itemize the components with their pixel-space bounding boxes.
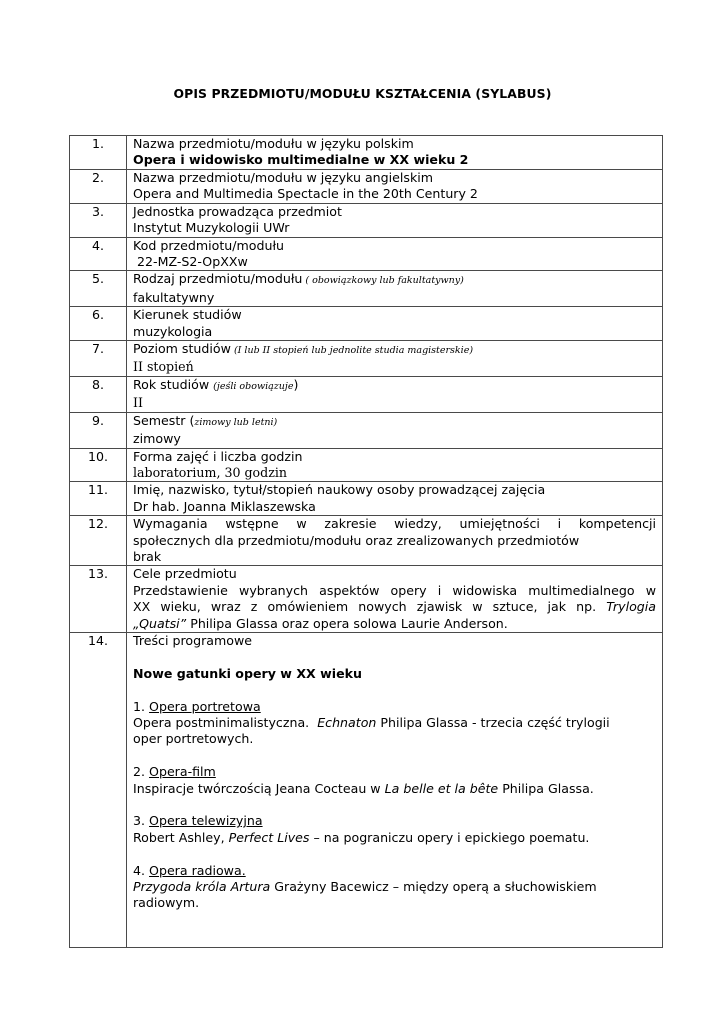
row-number: 7. [70, 341, 127, 377]
row-number: 2. [70, 170, 127, 204]
row-value: fakultatywny [133, 289, 215, 305]
row-label: Semestr ( [133, 412, 195, 428]
section-number: 1. [133, 698, 150, 714]
section-text-italic: Przygoda króla Artura [133, 878, 271, 894]
row-label: Nazwa przedmiotu/modułu w języku polskim [133, 136, 414, 151]
table-row [70, 448, 663, 482]
row-value: II stopień [133, 359, 194, 375]
row-number: 10. [70, 448, 127, 482]
row-number: 9. [70, 412, 127, 448]
row-content [127, 237, 663, 271]
row-content [127, 566, 663, 633]
row-value: Instytut Muzykologii UWr [133, 220, 290, 236]
row-content [127, 448, 663, 482]
row-value: laboratorium, 30 godzin [133, 464, 287, 480]
section-title: Opera radiowa. [149, 862, 246, 878]
row-label: Wymagania wstępne w zakresie wiedzy, umiejętności i kompetencji [133, 516, 656, 532]
row-content [127, 170, 663, 204]
row-text: XX wieku, wraz z omówieniem nowych zjawisk w sztuce, jak np. [133, 599, 597, 615]
row-label: Jednostka prowadząca przedmiot [133, 203, 342, 219]
row-label: Nazwa przedmiotu/modułu w języku angielskim [133, 170, 434, 185]
row-label: Kierunek studiów [133, 307, 242, 323]
row-content [127, 203, 663, 237]
row-number: 3. [70, 203, 127, 237]
section-heading: Nowe gatunki opery w XX wieku [133, 665, 362, 681]
row-note: ( obowiązkowy lub fakultatywny) [302, 275, 464, 287]
row-note: (jeśli obowiązuje [213, 380, 294, 392]
row-label: Poziom studiów [133, 341, 231, 357]
section-text: oper portretowych. [133, 731, 254, 747]
section-text: radiowym. [133, 895, 200, 911]
row-label: Rok studiów [133, 376, 214, 392]
page-title: OPIS PRZEDMIOTU/MODUŁU KSZTAŁCENIA (SYLABUS) [173, 86, 552, 101]
row-label: Cele przedmiotu [133, 566, 237, 582]
row-number: 11. [70, 482, 127, 516]
section-text-italic: Echnaton [317, 714, 377, 730]
row-note: zimowy lub letni) [194, 416, 278, 428]
row-number: 13. [70, 566, 127, 633]
row-label: społecznych dla przedmiotu/modułu oraz zrealizowanych przedmiotów [133, 532, 580, 548]
row-content [127, 412, 663, 448]
table-row [70, 307, 663, 341]
table-row [70, 516, 663, 566]
row-content [127, 271, 663, 307]
row-content [127, 136, 663, 170]
row-value: muzykologia [133, 323, 213, 339]
table-row [70, 412, 663, 448]
row-content [127, 376, 663, 412]
table-row [70, 566, 663, 633]
section-number: 2. [133, 764, 150, 780]
row-text: Philipa Glassa oraz opera solowa Laurie Anderson. [186, 615, 508, 631]
table-row [70, 376, 663, 412]
row-number: 14. [70, 632, 127, 947]
row-label: Rodzaj przedmiotu/modułu [133, 271, 303, 287]
row-text-italic: Trylogia [606, 599, 656, 615]
section-text: – na pograniczu opery i epickiego poematu. [309, 829, 590, 845]
row-label: Treści programowe [133, 632, 252, 648]
section-text: Robert Ashley, [133, 829, 229, 845]
section-number: 4. [133, 862, 150, 878]
row-note: (I lub II stopień lub jednolite studia magisterskie) [230, 345, 474, 357]
row-label: Imię, nazwisko, tytuł/stopień naukowy osoby prowadzącej zajęcia [133, 482, 546, 498]
section-title: Opera-film [149, 764, 216, 780]
table-row [70, 237, 663, 271]
section-number: 3. [133, 813, 150, 829]
row-text: Przedstawienie wybranych aspektów opery i widowiska multimedialnego w [133, 582, 656, 598]
section-title: Opera telewizyjna [149, 813, 263, 829]
table-row [70, 203, 663, 237]
row-value: 22-MZ-S2-OpXXw [133, 254, 248, 270]
syllabus-table [69, 135, 663, 948]
row-content [127, 307, 663, 341]
section-text-italic: Perfect Lives [228, 829, 310, 845]
table-row [70, 136, 663, 170]
row-label-end: ) [293, 376, 299, 392]
row-text-italic: „Quatsi” [133, 615, 187, 631]
section-text-italic: La belle et la bête [384, 780, 499, 796]
section-text: Inspiracje twórczością Jeana Cocteau w [133, 780, 385, 796]
table-row [70, 482, 663, 516]
table-row [70, 632, 663, 947]
section-title: Opera portretowa [149, 698, 261, 714]
row-value: brak [133, 548, 162, 564]
row-number: 1. [70, 136, 127, 170]
row-content [127, 516, 663, 566]
section-text: Philipa Glassa. [498, 780, 594, 796]
row-value: II [133, 395, 143, 411]
row-number: 6. [70, 307, 127, 341]
section-text: Philipa Glassa - trzecia część trylogii [376, 714, 610, 730]
table-row [70, 271, 663, 307]
row-label: Forma zajęć i liczba godzin [133, 448, 303, 464]
row-content [127, 632, 663, 947]
row-number: 12. [70, 516, 127, 566]
section-text: Grażyny Bacewicz – między operą a słuchowiskiem [270, 878, 597, 894]
row-value: Opera i widowisko multimedialne w XX wieku 2 [133, 152, 469, 168]
row-value: Dr hab. Joanna Miklaszewska [133, 498, 316, 514]
table-row [70, 170, 663, 204]
row-content [127, 482, 663, 516]
row-content [127, 341, 663, 377]
table-row [70, 341, 663, 377]
row-number: 5. [70, 271, 127, 307]
section-text: Opera postminimalistyczna. [133, 714, 318, 730]
row-number: 4. [70, 237, 127, 271]
row-value: zimowy [133, 431, 181, 447]
row-value: Opera and Multimedia Spectacle in the 20th Century 2 [133, 186, 478, 202]
row-label: Kod przedmiotu/modułu [133, 237, 285, 253]
row-number: 8. [70, 376, 127, 412]
